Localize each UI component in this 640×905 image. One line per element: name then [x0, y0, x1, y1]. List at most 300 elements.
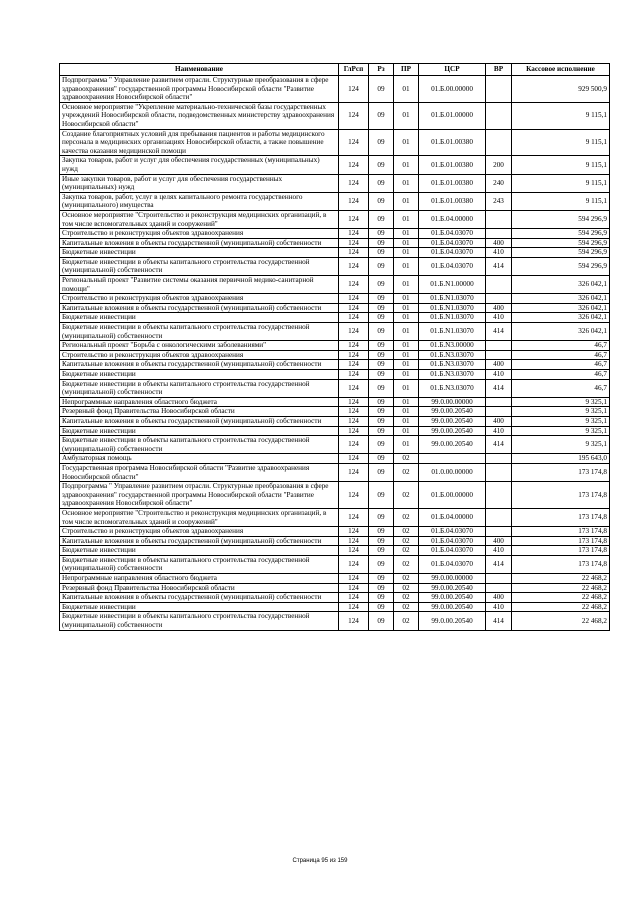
table-row [60, 482, 610, 509]
cell-grbs: 124 [339, 508, 369, 526]
cell-rz: 09 [369, 257, 394, 275]
cell-csr: 01.Б.N1.03070 [419, 303, 486, 313]
cell-name: Бюджетные инвестиции [60, 370, 339, 380]
table-row [60, 612, 610, 630]
cell-exec: 173 174,8 [512, 546, 610, 556]
cell-pr: 02 [394, 546, 419, 556]
cell-grbs: 124 [339, 546, 369, 556]
cell-grbs: 124 [339, 370, 369, 380]
cell-pr: 01 [394, 129, 419, 156]
cell-csr: 99.0.00.20540 [419, 436, 486, 454]
cell-grbs: 124 [339, 192, 369, 210]
cell-vr: 243 [486, 192, 512, 210]
cell-grbs: 124 [339, 536, 369, 546]
table-row [60, 102, 610, 129]
cell-name: Подпрограмма " Управление развитием отрасли. Структурные преобразования в сфере здравоохранения" государственной программы Новосибирской области "Развитие здравоохранения Новосибирской области" [60, 76, 339, 103]
cell-name: Бюджетные инвестиции в объекты капитального строительства государственной (муниципальной) собственности [60, 257, 339, 275]
table-row [60, 303, 610, 313]
cell-pr: 01 [394, 248, 419, 258]
cell-name: Бюджетные инвестиции в объекты капитального строительства государственной (муниципальной) собственности [60, 379, 339, 397]
cell-grbs: 124 [339, 238, 369, 248]
cell-name: Региональный проект "Развитие системы оказания первичной медико-санитарной помощи" [60, 276, 339, 294]
cell-name: Резервный фонд Правительства Новосибирской области [60, 407, 339, 417]
cell-name: Амбулаторная помощь [60, 454, 339, 464]
cell-csr: 99.0.00.00000 [419, 574, 486, 584]
header-csr: ЦСР [419, 64, 486, 76]
cell-pr: 02 [394, 612, 419, 630]
table-row [60, 276, 610, 294]
cell-csr: 01.Б.01.00380 [419, 192, 486, 210]
cell-rz: 09 [369, 536, 394, 546]
cell-vr: 414 [486, 257, 512, 275]
cell-csr: 01.Б.01.00380 [419, 174, 486, 192]
cell-csr: 01.Б.N3.03070 [419, 360, 486, 370]
table-row [60, 257, 610, 275]
cell-rz: 09 [369, 129, 394, 156]
header-pr: ПР [394, 64, 419, 76]
cell-pr: 01 [394, 102, 419, 129]
cell-name: Капитальные вложения в объекты государственной (муниципальной) собственности [60, 593, 339, 603]
cell-csr: 99.0.00.20540 [419, 416, 486, 426]
table-row [60, 536, 610, 546]
cell-name: Капитальные вложения в объекты государственной (муниципальной) собственности [60, 416, 339, 426]
cell-name: Непрограммные направления областного бюджета [60, 574, 339, 584]
cell-exec: 46,7 [512, 350, 610, 360]
table-row [60, 350, 610, 360]
cell-exec: 22 468,2 [512, 583, 610, 593]
cell-name: Строительство и реконструкция объектов здравоохранения [60, 229, 339, 239]
cell-csr: 01.Б.00.00000 [419, 76, 486, 103]
cell-name: Бюджетные инвестиции [60, 313, 339, 323]
table-row [60, 574, 610, 584]
cell-pr: 01 [394, 276, 419, 294]
cell-name: Бюджетные инвестиции в объекты капитального строительства государственной (муниципальной) собственности [60, 612, 339, 630]
cell-rz: 09 [369, 426, 394, 436]
cell-csr: 01.Б.04.03070 [419, 536, 486, 546]
cell-name: Бюджетные инвестиции в объекты капитального строительства государственной (муниципальной) собственности [60, 555, 339, 573]
cell-exec: 22 468,2 [512, 612, 610, 630]
cell-exec: 9 115,1 [512, 129, 610, 156]
table-row [60, 229, 610, 239]
cell-vr [486, 574, 512, 584]
cell-vr: 200 [486, 156, 512, 174]
cell-pr: 02 [394, 583, 419, 593]
header-name: Наименование [60, 64, 339, 76]
cell-name: Основное мероприятие "Строительство и реконструкция медицинских организаций, в том числе вспомогательных зданий и сооружений" [60, 508, 339, 526]
cell-rz: 09 [369, 360, 394, 370]
cell-csr [419, 454, 486, 464]
cell-grbs: 124 [339, 407, 369, 417]
cell-rz: 09 [369, 416, 394, 426]
table-row [60, 555, 610, 573]
cell-vr [486, 583, 512, 593]
cell-name: Бюджетные инвестиции в объекты капитального строительства государственной (муниципальной) собственности [60, 436, 339, 454]
cell-grbs: 124 [339, 416, 369, 426]
cell-vr [486, 102, 512, 129]
cell-grbs: 124 [339, 323, 369, 341]
cell-exec: 9 325,1 [512, 436, 610, 454]
cell-csr: 99.0.00.20540 [419, 407, 486, 417]
cell-csr: 01.Б.N3.03070 [419, 350, 486, 360]
cell-rz: 09 [369, 370, 394, 380]
cell-exec: 46,7 [512, 341, 610, 351]
cell-csr: 99.0.00.20540 [419, 426, 486, 436]
cell-name: Бюджетные инвестиции [60, 426, 339, 436]
cell-grbs: 124 [339, 276, 369, 294]
cell-csr: 01.Б.N3.03070 [419, 370, 486, 380]
cell-pr: 01 [394, 370, 419, 380]
table-row [60, 294, 610, 304]
cell-grbs: 124 [339, 248, 369, 258]
cell-pr: 02 [394, 527, 419, 537]
cell-rz: 09 [369, 229, 394, 239]
cell-vr: 400 [486, 416, 512, 426]
cell-rz: 09 [369, 436, 394, 454]
budget-table [59, 63, 610, 631]
cell-vr [486, 407, 512, 417]
header-vr: ВР [486, 64, 512, 76]
cell-exec: 46,7 [512, 360, 610, 370]
cell-vr [486, 294, 512, 304]
cell-rz: 09 [369, 555, 394, 573]
cell-csr: 01.Б.04.03070 [419, 527, 486, 537]
cell-grbs: 124 [339, 76, 369, 103]
cell-exec: 22 468,2 [512, 574, 610, 584]
cell-csr: 01.Б.04.03070 [419, 257, 486, 275]
cell-csr: 01.Б.00.00000 [419, 482, 486, 509]
cell-rz: 09 [369, 238, 394, 248]
cell-grbs: 124 [339, 602, 369, 612]
cell-vr: 414 [486, 612, 512, 630]
cell-exec: 326 042,1 [512, 276, 610, 294]
table-body [60, 76, 610, 631]
cell-rz: 09 [369, 174, 394, 192]
cell-name: Капитальные вложения в объекты государственной (муниципальной) собственности [60, 536, 339, 546]
cell-pr: 02 [394, 454, 419, 464]
cell-vr: 400 [486, 238, 512, 248]
cell-name: Строительство и реконструкция объектов здравоохранения [60, 350, 339, 360]
cell-csr: 01.Б.04.03070 [419, 229, 486, 239]
cell-exec: 326 042,1 [512, 323, 610, 341]
cell-rz: 09 [369, 102, 394, 129]
cell-name: Бюджетные инвестиции [60, 248, 339, 258]
cell-vr [486, 76, 512, 103]
cell-vr: 414 [486, 555, 512, 573]
cell-grbs: 124 [339, 555, 369, 573]
cell-exec: 46,7 [512, 379, 610, 397]
cell-pr: 01 [394, 323, 419, 341]
cell-rz: 09 [369, 612, 394, 630]
cell-csr: 01.Б.04.00000 [419, 508, 486, 526]
table-row [60, 370, 610, 380]
cell-name: Бюджетные инвестиции [60, 546, 339, 556]
cell-pr: 01 [394, 294, 419, 304]
cell-grbs: 124 [339, 303, 369, 313]
cell-name: Бюджетные инвестиции [60, 602, 339, 612]
cell-vr [486, 508, 512, 526]
cell-name: Основное мероприятие "Укрепление материально-технической базы государственных учреждений Новосибирской области, подведомственных министерству здравоохранения Новосибирской области" [60, 102, 339, 129]
cell-exec: 173 174,8 [512, 536, 610, 546]
cell-vr: 410 [486, 602, 512, 612]
cell-vr [486, 129, 512, 156]
cell-name: Резервный фонд Правительства Новосибирской области [60, 583, 339, 593]
cell-csr: 01.Б.N1.03070 [419, 294, 486, 304]
cell-pr: 01 [394, 341, 419, 351]
cell-name: Иные закупки товаров, работ и услуг для обеспечения государственных (муниципальных) нужд [60, 174, 339, 192]
table-row [60, 454, 610, 464]
cell-vr: 240 [486, 174, 512, 192]
cell-csr: 01.Б.04.03070 [419, 238, 486, 248]
cell-pr: 02 [394, 602, 419, 612]
cell-pr: 02 [394, 593, 419, 603]
cell-csr: 01.Б.04.03070 [419, 546, 486, 556]
cell-vr: 400 [486, 303, 512, 313]
table-row [60, 248, 610, 258]
cell-exec: 9 115,1 [512, 102, 610, 129]
cell-rz: 09 [369, 192, 394, 210]
cell-exec: 173 174,8 [512, 482, 610, 509]
cell-rz: 09 [369, 303, 394, 313]
cell-exec: 9 325,1 [512, 416, 610, 426]
cell-grbs: 124 [339, 527, 369, 537]
cell-csr: 01.Б.N1.00000 [419, 276, 486, 294]
cell-pr: 01 [394, 192, 419, 210]
cell-rz: 09 [369, 546, 394, 556]
table-row [60, 174, 610, 192]
cell-grbs: 124 [339, 156, 369, 174]
cell-grbs: 124 [339, 463, 369, 481]
cell-csr: 01.Б.N3.00000 [419, 341, 486, 351]
cell-pr: 02 [394, 536, 419, 546]
cell-vr: 414 [486, 323, 512, 341]
table-row [60, 546, 610, 556]
cell-grbs: 124 [339, 313, 369, 323]
cell-grbs: 124 [339, 210, 369, 228]
cell-exec: 929 500,9 [512, 76, 610, 103]
cell-exec: 326 042,1 [512, 303, 610, 313]
cell-pr: 01 [394, 436, 419, 454]
cell-rz: 09 [369, 276, 394, 294]
cell-exec: 173 174,8 [512, 463, 610, 481]
table-header-row [60, 64, 610, 76]
cell-exec: 22 468,2 [512, 602, 610, 612]
cell-csr: 01.Б.04.03070 [419, 248, 486, 258]
cell-csr: 01.Б.01.00000 [419, 102, 486, 129]
cell-pr: 01 [394, 360, 419, 370]
cell-grbs: 124 [339, 341, 369, 351]
cell-rz: 09 [369, 574, 394, 584]
cell-grbs: 124 [339, 294, 369, 304]
cell-exec: 594 296,9 [512, 257, 610, 275]
cell-rz: 09 [369, 156, 394, 174]
cell-pr: 01 [394, 407, 419, 417]
cell-rz: 09 [369, 323, 394, 341]
table-row [60, 436, 610, 454]
cell-exec: 173 174,8 [512, 527, 610, 537]
cell-exec: 173 174,8 [512, 555, 610, 573]
cell-rz: 09 [369, 508, 394, 526]
cell-name: Закупка товаров, работ, услуг в целях капитального ремонта государственного (муниципального) имущества [60, 192, 339, 210]
cell-exec: 594 296,9 [512, 248, 610, 258]
cell-vr: 400 [486, 536, 512, 546]
cell-rz: 09 [369, 463, 394, 481]
cell-pr: 02 [394, 555, 419, 573]
cell-rz: 09 [369, 454, 394, 464]
table-row [60, 463, 610, 481]
cell-vr: 414 [486, 436, 512, 454]
cell-pr: 01 [394, 210, 419, 228]
cell-name: Бюджетные инвестиции в объекты капитального строительства государственной (муниципальной) собственности [60, 323, 339, 341]
table-row [60, 508, 610, 526]
page-footer: Страница 95 из 159 [292, 858, 348, 864]
table-row [60, 397, 610, 407]
table-row [60, 426, 610, 436]
cell-grbs: 124 [339, 350, 369, 360]
cell-pr: 01 [394, 416, 419, 426]
cell-grbs: 124 [339, 574, 369, 584]
cell-pr: 02 [394, 508, 419, 526]
cell-vr [486, 229, 512, 239]
cell-grbs: 124 [339, 397, 369, 407]
cell-rz: 09 [369, 350, 394, 360]
table-row [60, 602, 610, 612]
cell-pr: 01 [394, 156, 419, 174]
cell-vr: 400 [486, 360, 512, 370]
cell-grbs: 124 [339, 583, 369, 593]
cell-name: Региональный проект "Борьба с онкологическими заболеваниями" [60, 341, 339, 351]
cell-grbs: 124 [339, 436, 369, 454]
cell-exec: 326 042,1 [512, 294, 610, 304]
cell-vr: 410 [486, 248, 512, 258]
table-row [60, 313, 610, 323]
cell-grbs: 124 [339, 454, 369, 464]
cell-csr: 99.0.00.20540 [419, 612, 486, 630]
cell-csr: 01.Б.04.00000 [419, 210, 486, 228]
cell-vr: 410 [486, 313, 512, 323]
cell-exec: 9 115,1 [512, 174, 610, 192]
cell-vr: 410 [486, 546, 512, 556]
cell-name: Создание благоприятных условий для пребывания пациентов и работы медицинского персонала в медицинских организациях Новосибирской области, а также повышение качества оказания медицинской помощи [60, 129, 339, 156]
budget-table-container [59, 63, 609, 631]
table-row [60, 76, 610, 103]
cell-rz: 09 [369, 593, 394, 603]
cell-csr: 99.0.00.20540 [419, 583, 486, 593]
table-row [60, 360, 610, 370]
cell-exec: 46,7 [512, 370, 610, 380]
cell-rz: 09 [369, 397, 394, 407]
cell-name: Подпрограмма " Управление развитием отрасли. Структурные преобразования в сфере здравоохранения" государственной программы Новосибирской области "Развитие здравоохранения Новосибирской области" [60, 482, 339, 509]
cell-exec: 9 115,1 [512, 192, 610, 210]
cell-csr: 99.0.00.20540 [419, 602, 486, 612]
cell-csr: 01.Б.04.03070 [419, 555, 486, 573]
cell-pr: 01 [394, 257, 419, 275]
cell-vr [486, 482, 512, 509]
cell-exec: 9 115,1 [512, 156, 610, 174]
cell-grbs: 124 [339, 257, 369, 275]
cell-exec: 594 296,9 [512, 238, 610, 248]
cell-rz: 09 [369, 602, 394, 612]
cell-name: Непрограммные направления областного бюджета [60, 397, 339, 407]
cell-name: Капитальные вложения в объекты государственной (муниципальной) собственности [60, 303, 339, 313]
cell-csr: 01.Б.01.00380 [419, 156, 486, 174]
cell-csr: 99.0.00.00000 [419, 397, 486, 407]
cell-csr: 01.Б.01.00380 [419, 129, 486, 156]
cell-csr: 01.Б.N1.03070 [419, 323, 486, 341]
cell-rz: 09 [369, 341, 394, 351]
cell-csr: 01.0.00.00000 [419, 463, 486, 481]
cell-pr: 02 [394, 463, 419, 481]
cell-name: Строительство и реконструкция объектов здравоохранения [60, 527, 339, 537]
cell-csr: 01.Б.N1.03070 [419, 313, 486, 323]
cell-exec: 594 296,9 [512, 210, 610, 228]
cell-rz: 09 [369, 76, 394, 103]
cell-grbs: 124 [339, 360, 369, 370]
table-row [60, 407, 610, 417]
cell-pr: 01 [394, 303, 419, 313]
table-row [60, 341, 610, 351]
cell-rz: 09 [369, 294, 394, 304]
cell-pr: 01 [394, 350, 419, 360]
cell-vr [486, 527, 512, 537]
table-row [60, 323, 610, 341]
cell-pr: 01 [394, 238, 419, 248]
cell-rz: 09 [369, 313, 394, 323]
cell-name: Государственная программа Новосибирской области "Развитие здравоохранения Новосибирской области" [60, 463, 339, 481]
table-row [60, 210, 610, 228]
cell-name: Капитальные вложения в объекты государственной (муниципальной) собственности [60, 360, 339, 370]
table-row [60, 583, 610, 593]
cell-csr: 99.0.00.20540 [419, 593, 486, 603]
cell-vr: 400 [486, 593, 512, 603]
cell-grbs: 124 [339, 229, 369, 239]
cell-vr [486, 454, 512, 464]
cell-vr [486, 350, 512, 360]
cell-rz: 09 [369, 482, 394, 509]
cell-exec: 9 325,1 [512, 407, 610, 417]
cell-exec: 594 296,9 [512, 229, 610, 239]
cell-name: Основное мероприятие "Строительство и реконструкция медицинских организаций, в том числе вспомогательных зданий и сооружений" [60, 210, 339, 228]
cell-vr [486, 397, 512, 407]
cell-pr: 01 [394, 76, 419, 103]
table-row [60, 156, 610, 174]
cell-name: Капитальные вложения в объекты государственной (муниципальной) собственности [60, 238, 339, 248]
cell-grbs: 124 [339, 129, 369, 156]
cell-grbs: 124 [339, 102, 369, 129]
cell-exec: 9 325,1 [512, 426, 610, 436]
cell-exec: 173 174,8 [512, 508, 610, 526]
cell-vr: 410 [486, 370, 512, 380]
table-row [60, 593, 610, 603]
table-row [60, 527, 610, 537]
cell-vr: 410 [486, 426, 512, 436]
cell-pr: 01 [394, 229, 419, 239]
cell-grbs: 124 [339, 379, 369, 397]
cell-vr: 414 [486, 379, 512, 397]
cell-exec: 9 325,1 [512, 397, 610, 407]
cell-pr: 01 [394, 313, 419, 323]
cell-pr: 01 [394, 379, 419, 397]
table-row [60, 416, 610, 426]
cell-exec: 195 643,0 [512, 454, 610, 464]
cell-rz: 09 [369, 527, 394, 537]
cell-pr: 01 [394, 174, 419, 192]
cell-name: Строительство и реконструкция объектов здравоохранения [60, 294, 339, 304]
cell-vr [486, 210, 512, 228]
cell-name: Закупка товаров, работ и услуг для обеспечения государственных (муниципальных) нужд [60, 156, 339, 174]
cell-pr: 01 [394, 426, 419, 436]
table-row [60, 192, 610, 210]
cell-pr: 01 [394, 397, 419, 407]
